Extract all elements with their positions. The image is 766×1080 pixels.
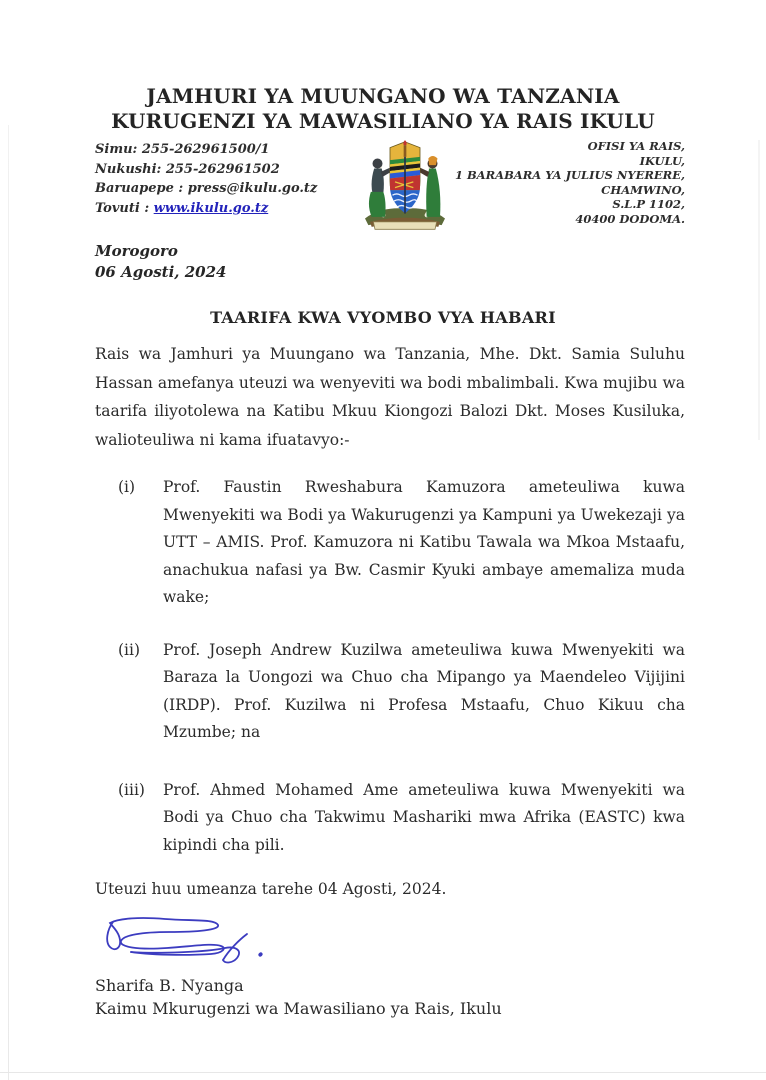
address-line: S.L.P 1102, [612,197,685,211]
website-link[interactable]: www.ikulu.go.tz [153,200,269,216]
signature-ink [97,914,297,969]
address-line: 40400 DODOMA. [575,211,685,226]
list-item [95,474,685,612]
address-line: IKULU, [639,153,685,168]
contact-website-label: Tovuti : [95,200,154,216]
contact-block [95,140,317,218]
photo-edge-artifact-bottom [0,1072,766,1073]
address-line: 1 BARABARA YA JULIUS NYERERE, [454,168,685,182]
list-item-text: Prof. Faustin Rweshabura Kamuzora ameteuliwa kuwa Mwenyekiti wa Bodi ya Wakurugenzi ya Kampuni ya Uwekezaji ya UTT – AMIS. Prof. Kamuzora ni Katibu Tawala wa Mkoa Mstaafu, anachukua nafasi ya Bw. Casmir Kyuki ambaye amemaliza muda wake; [163,478,685,606]
letterhead-title [0,84,766,133]
tanzania-coat-of-arms-emblem [355,135,455,232]
date: 06 Agosti, 2024 [95,263,227,281]
letterhead-title-line1: JAMHURI YA MUUNGANO WA TANZANIA [146,84,620,108]
address-line: CHAMWINO, [601,182,685,197]
appointments-list [95,474,685,859]
list-item [95,637,685,747]
photo-edge-artifact-left [8,125,9,1080]
office-address-block [455,139,685,226]
signatory-name: Sharifa B. Nyanga [95,976,244,995]
list-item-number: (ii) [118,640,141,659]
contact-phone: Simu: 255-262961500/1 [95,142,270,157]
place-date-block [95,241,685,283]
list-item [95,777,685,860]
document-title: TAARIFA KWA VYOMBO VYA HABARI [210,308,556,327]
contact-email: Baruapepe : press@ikulu.go.tz [95,181,318,196]
list-item-number: (iii) [118,780,145,799]
signatory-block [95,974,685,1020]
address-line: OFISI YA RAIS, [587,139,685,153]
place: Morogoro [95,242,178,260]
list-item-text: Prof. Ahmed Mohamed Ame ameteuliwa kuwa Mwenyekiti wa Bodi ya Chuo cha Takwimu Mashariki mwa Afrika (EASTC) kwa kipindi cha pili. [163,780,685,854]
handwritten-signature [97,914,766,969]
letterhead-title-line2: KURUGENZI YA MAWASILIANO YA RAIS IKULU [111,109,655,133]
signatory-title: Kaimu Mkurugenzi wa Mawasiliano ya Rais, Ikulu [95,999,502,1018]
closing-line: Uteuzi huu umeanza tarehe 04 Agosti, 2024. [95,880,447,898]
list-item-number: (i) [118,478,136,496]
intro-paragraph: Rais wa Jamhuri ya Muungano wa Tanzania, Mhe. Dkt. Samia Suluhu Hassan amefanya uteuzi wa wenyeviti wa bodi mbalimbali. Kwa mujibu wa taarifa iliyotolewa na Katibu Mkuu Kiongozi Balozi Dkt. Moses Kusiluka, walioteuliwa ni kama ifuatavyo:- [95,345,685,449]
list-item-text: Prof. Joseph Andrew Kuzilwa ameteuliwa kuwa Mwenyekiti wa Baraza la Uongozi wa Chuo cha Mipango ya Maendeleo Vijijini (IRDP). Prof. Kuzilwa ni Profesa Mstaafu, Chuo Kikuu cha Mzumbe; na [163,640,685,741]
letterhead-row [0,137,766,233]
contact-fax: Nukushi: 255-262961502 [95,161,280,177]
contact-website-line [95,199,317,219]
